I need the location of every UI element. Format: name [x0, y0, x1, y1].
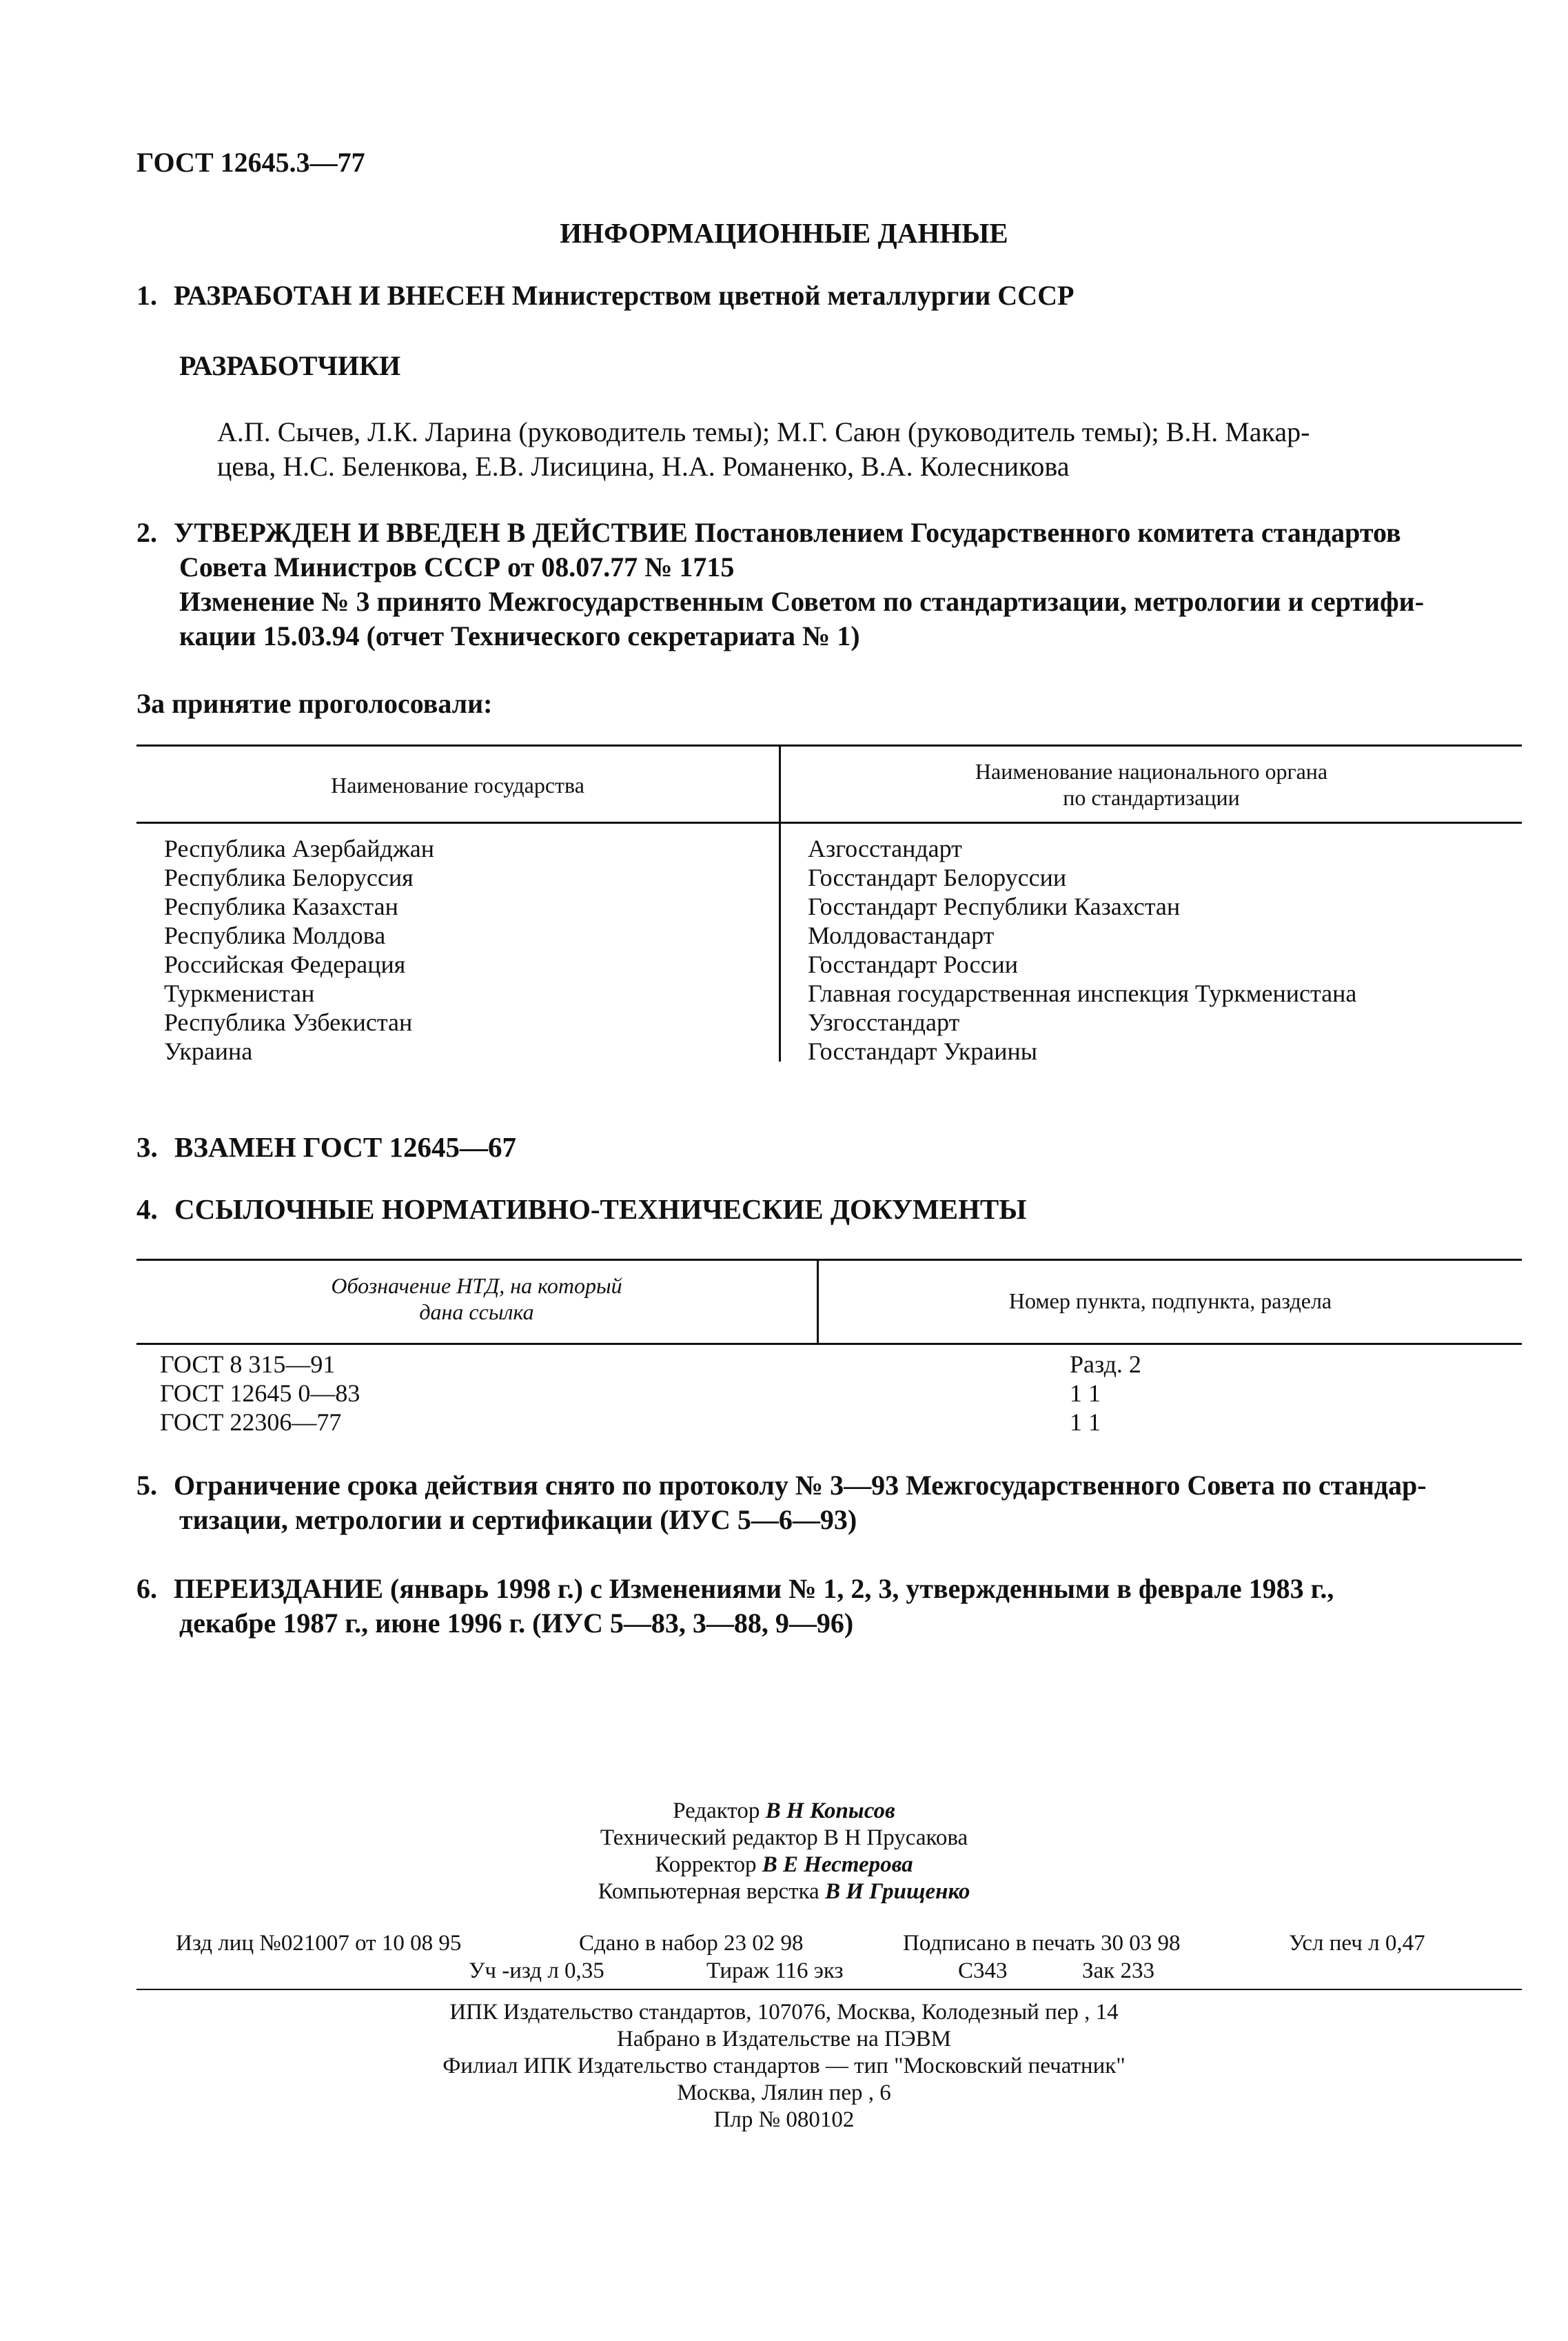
- imprint-signed: Подписано в печать 30 03 98: [903, 1931, 1181, 1956]
- item-1-text: Министерством цветной металлургии СССР: [511, 280, 1075, 311]
- refs-col-ref-header: Номер пункта, подпункта, раздела: [1008, 1288, 1332, 1313]
- table-row: Госстандарт России: [808, 951, 1018, 978]
- table-row: Республика Азербайджан: [164, 835, 434, 862]
- item-2-line-2: Совета Министров СССР от 08.07.77 № 1715: [179, 551, 735, 582]
- votes-caption: За принятие проголосовали:: [136, 688, 493, 719]
- credit-layout-name: В И Грищенко: [824, 1879, 970, 1904]
- credits-block: [0, 1798, 1568, 1905]
- item-4-number: 4.: [136, 1193, 158, 1225]
- publisher-block: [0, 1999, 1568, 2134]
- votes-col-body-header: [781, 758, 1522, 811]
- table-row: Республика Казахстан: [164, 893, 398, 920]
- table-row: Туркменистан: [164, 980, 315, 1007]
- table-row: Главная государственная инспекция Туркменистана: [808, 980, 1357, 1007]
- table-row: ГОСТ 12645 0—83: [160, 1379, 360, 1407]
- item-2: [136, 516, 1401, 550]
- votes-col-body-header-line-1: Наименование национального органа: [975, 759, 1328, 784]
- imprint-license: Изд лиц №021007 от 10 08 95: [176, 1931, 462, 1956]
- credit-corrector-name: В Е Нестерова: [762, 1852, 913, 1877]
- item-3-text: ВЗАМЕН ГОСТ 12645—67: [174, 1131, 516, 1163]
- developers-line-2: цева, Н.С. Беленкова, Е.В. Лисицина, Н.А. Романенко, В.А. Колесникова: [217, 451, 1070, 482]
- refs-col-doc-header-line-2: дана ссылка: [419, 1299, 534, 1324]
- item-4: [136, 1193, 1027, 1226]
- table-row: Молдовастандарт: [808, 922, 995, 949]
- table-row: Азгосстандарт: [808, 835, 962, 862]
- item-2-line-1: Постановлением Государственного комитета стандартов: [694, 517, 1401, 548]
- table-row: ГОСТ 22306—77: [160, 1408, 342, 1436]
- votes-table-top-rule: [136, 744, 1522, 747]
- table-row: Госстандарт Украины: [808, 1037, 1037, 1065]
- refs-ref-list: [1070, 1350, 1141, 1437]
- credit-corrector-label: Корректор: [655, 1852, 757, 1877]
- imprint-tirazh: Тираж 116 экз: [706, 1958, 844, 1983]
- table-row: Украина: [164, 1037, 253, 1065]
- document-code: ГОСТ 12645.3—77: [136, 147, 365, 178]
- item-3: [136, 1131, 516, 1164]
- item-5-number: 5.: [136, 1470, 157, 1501]
- item-2-lead: УТВЕРЖДЕН И ВВЕДЕН В ДЕЙСТВИЕ: [174, 517, 688, 548]
- refs-doc-list: [160, 1350, 360, 1437]
- table-row: Республика Молдова: [164, 922, 386, 949]
- publisher-line-5: Плр № 080102: [713, 2107, 855, 2132]
- imprint-uch: Уч -изд л 0,35: [469, 1958, 604, 1983]
- item-5: [136, 1468, 1427, 1503]
- votes-col-state-header: Наименование государства: [331, 773, 584, 798]
- imprint-c: С343: [958, 1958, 1008, 1983]
- item-5-line-1: Ограничение срока действия снято по протоколу № 3—93 Межгосударственного Совета по стандар-: [174, 1470, 1427, 1501]
- imprint-usl: Усл печ л 0,47: [1289, 1931, 1425, 1956]
- imprint-zak: Зак 233: [1082, 1958, 1154, 1983]
- item-2-line-3: Изменение № 3 принято Межгосударственным Советом по стандартизации, метрологии и сертифи-: [179, 586, 1425, 617]
- item-1: [136, 278, 1074, 313]
- developers-line-1: А.П. Сычев, Л.К. Ларина (руководитель темы); М.Г. Саюн (руководитель темы); В.Н. Макар-: [217, 416, 1310, 447]
- credit-editor-name: В Н Копысов: [765, 1798, 895, 1823]
- publisher-line-2: Набрано в Издательстве на ПЭВМ: [617, 2027, 951, 2051]
- item-1-lead: РАЗРАБОТАН И ВНЕСЕН: [174, 280, 505, 311]
- table-row: ГОСТ 8 315—91: [160, 1350, 336, 1378]
- item-2-line-4: кации 15.03.94 (отчет Технического секретариата № 1): [179, 620, 860, 651]
- votes-col-body-header-line-2: по стандартизации: [1063, 785, 1240, 810]
- developers-heading: РАЗРАБОТЧИКИ: [179, 350, 401, 381]
- item-1-number: 1.: [136, 280, 157, 311]
- credit-layout-label: Компьютерная верстка: [598, 1879, 819, 1904]
- table-row: Республика Узбекистан: [164, 1009, 413, 1036]
- item-3-number: 3.: [136, 1131, 158, 1163]
- publisher-line-4: Москва, Лялин пер , 6: [677, 2080, 891, 2105]
- item-4-text: ССЫЛОЧНЫЕ НОРМАТИВНО-ТЕХНИЧЕСКИЕ ДОКУМЕНТЫ: [174, 1193, 1027, 1225]
- table-row: 1 1: [1070, 1408, 1101, 1436]
- votes-table-header-rule: [136, 822, 1522, 824]
- credit-editor-label: Редактор: [673, 1798, 760, 1823]
- item-6: [136, 1572, 1334, 1606]
- table-row: Узгосстандарт: [808, 1009, 960, 1036]
- refs-table-header-rule: [136, 1343, 1522, 1345]
- table-row: Российская Федерация: [164, 951, 406, 978]
- imprint-sent: Сдано в набор 23 02 98: [579, 1931, 804, 1956]
- table-row: Разд. 2: [1070, 1350, 1141, 1378]
- publisher-line-3: Филиал ИПК Издательство стандартов — тип "Московский печатник": [442, 2054, 1126, 2078]
- table-row: 1 1: [1070, 1379, 1101, 1407]
- credit-corrector: [0, 1852, 1568, 1878]
- publisher-line-1: ИПК Издательство стандартов, 107076, Москва, Колодезный пер , 14: [449, 2000, 1119, 2025]
- item-6-line-2: декабре 1987 г., июне 1996 г. (ИУС 5—83, 3—88, 9—96): [179, 1608, 854, 1639]
- item-6-line-1: ПЕРЕИЗДАНИЕ (январь 1998 г.) с Изменениями № 1, 2, 3, утвержденными в феврале 1983 г.,: [174, 1573, 1334, 1604]
- item-5-line-2: тизации, метрологии и сертификации (ИУС 5—6—93): [179, 1504, 857, 1535]
- item-6-number: 6.: [136, 1573, 157, 1604]
- votes-bodies-list: [808, 834, 1356, 1066]
- credit-editor: [0, 1798, 1568, 1825]
- imprint-rule: [136, 1989, 1522, 1990]
- refs-col-doc-header: [136, 1273, 817, 1325]
- table-row: Госстандарт Республики Казахстан: [808, 893, 1181, 920]
- refs-col-doc-header-line-1: Обозначение НТД, на который: [331, 1273, 622, 1298]
- credit-layout: [0, 1878, 1568, 1905]
- credit-tech-editor: Технический редактор В Н Прусакова: [600, 1825, 968, 1850]
- item-2-number: 2.: [136, 517, 157, 548]
- page-title: ИНФОРМАЦИОННЫЕ ДАННЫЕ: [560, 217, 1008, 249]
- table-row: Республика Белоруссия: [164, 864, 414, 891]
- votes-states-list: [164, 834, 434, 1066]
- refs-table-top-rule: [136, 1259, 1522, 1261]
- table-row: Госстандарт Белоруссии: [808, 864, 1067, 891]
